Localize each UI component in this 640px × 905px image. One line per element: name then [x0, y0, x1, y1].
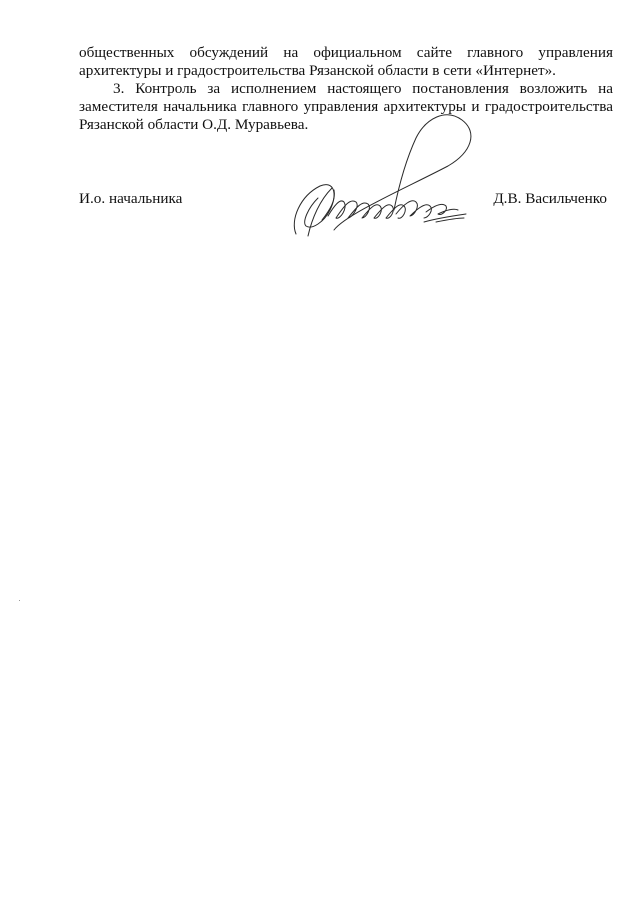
- paragraph-continuation: общественных обсуждений на официальном сайте главного управления архитектуры и градостроительства Рязанской области в сети «Интернет».: [79, 44, 613, 79]
- scan-speck: [19, 600, 20, 601]
- handwritten-signature: [286, 110, 482, 246]
- paragraph-3: 3. Контроль за исполнением настоящего постановления возложить на заместителя начальника главного управления архитектуры и градостроительства Рязанской области О.Д. Муравьева.: [79, 80, 613, 133]
- signatory-name: Д.В. Васильченко: [493, 190, 607, 207]
- signatory-position: И.о. начальника: [79, 190, 183, 207]
